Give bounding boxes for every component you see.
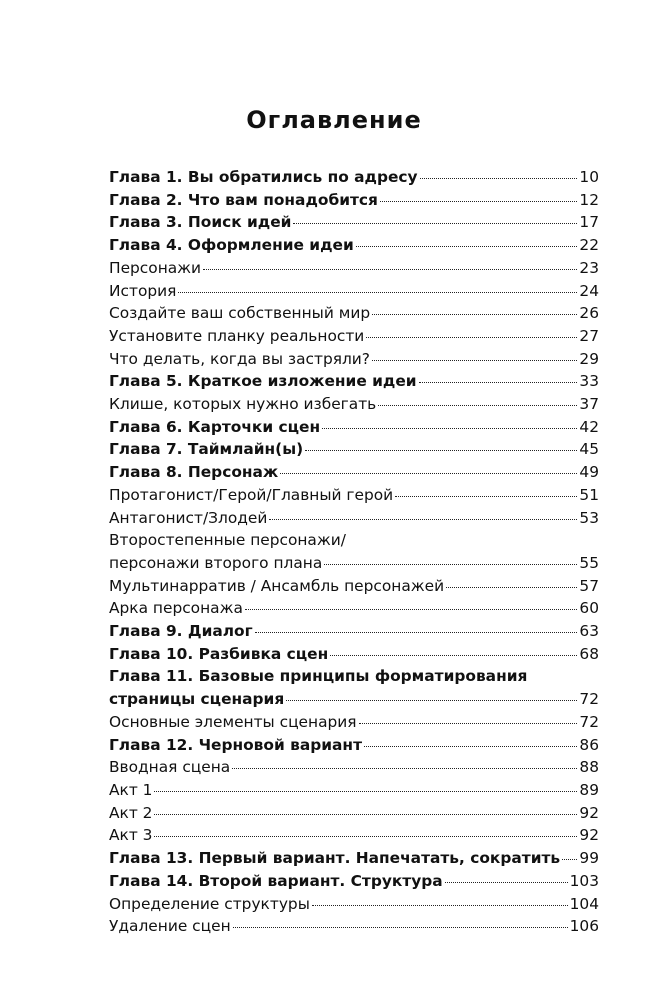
dot-leader — [395, 496, 577, 497]
toc-entry-title: Глава 8. Персонаж — [109, 463, 279, 482]
toc-entry[interactable] — [109, 348, 599, 371]
toc-entry[interactable] — [109, 688, 599, 711]
toc-entry[interactable] — [109, 620, 599, 643]
dot-leader — [280, 473, 577, 474]
toc-entry-page-number: 53 — [579, 508, 599, 527]
toc-entry[interactable] — [109, 166, 599, 189]
toc-entry-title: Установите планку реальности — [109, 326, 365, 345]
toc-entry[interactable] — [109, 325, 599, 348]
toc-entry-page-number: 42 — [579, 417, 599, 436]
toc-entry[interactable] — [109, 756, 599, 779]
toc-entry[interactable] — [109, 484, 599, 507]
toc-entry-title-line1: Глава 11. Базовые принципы форматирования — [109, 667, 528, 686]
toc-entry-line — [109, 529, 599, 552]
toc-entry-title: Удаление сцен — [109, 917, 231, 936]
toc-entry-title: Глава 10. Разбивка сцен — [109, 644, 329, 663]
toc-entry[interactable] — [109, 870, 599, 893]
dot-leader — [286, 700, 577, 701]
dot-leader — [154, 836, 577, 837]
toc-entry-page-number: 57 — [579, 576, 599, 595]
toc-entry[interactable] — [109, 643, 599, 666]
toc-entry-page-number: 86 — [579, 735, 599, 754]
toc-entry-page-number: 26 — [579, 304, 599, 323]
dot-leader — [372, 314, 577, 315]
toc-entry[interactable] — [109, 597, 599, 620]
toc-entry-title: Глава 13. Первый вариант. Напечатать, сократить — [109, 849, 561, 868]
toc-entry[interactable] — [109, 575, 599, 598]
toc-entry-title: Глава 3. Поиск идей — [109, 213, 292, 232]
toc-entry-title: Клише, которых нужно избегать — [109, 395, 377, 414]
toc-entry-title: Создайте ваш собственный мир — [109, 304, 371, 323]
toc-entry[interactable] — [109, 189, 599, 212]
toc-entry-page-number: 72 — [579, 712, 599, 731]
toc-entry-page-number: 92 — [579, 826, 599, 845]
page-title: Оглавление — [246, 106, 422, 134]
toc-entry-page-number: 37 — [579, 395, 599, 414]
toc-entry-page-number: 72 — [579, 690, 599, 709]
toc-entry-title: Вводная сцена — [109, 758, 231, 777]
dot-leader — [305, 450, 577, 451]
toc-entry-title: Глава 5. Краткое изложение идеи — [109, 372, 417, 391]
toc-entry-page-number: 29 — [579, 349, 599, 368]
toc-entry-line — [109, 665, 599, 688]
toc-entry[interactable] — [109, 393, 599, 416]
toc-entry-page-number: 12 — [579, 190, 599, 209]
toc-entry-page-number: 89 — [579, 780, 599, 799]
toc-entry-page-number: 22 — [579, 236, 599, 255]
dot-leader — [359, 723, 578, 724]
toc-entry-page-number: 23 — [579, 258, 599, 277]
toc-entry[interactable] — [109, 234, 599, 257]
dot-leader — [232, 768, 577, 769]
dot-leader — [293, 223, 577, 224]
toc-entry[interactable] — [109, 438, 599, 461]
toc-entry-title: Арка персонажа — [109, 599, 243, 618]
toc-entry-title: Глава 12. Черновой вариант — [109, 735, 362, 754]
toc-entry[interactable] — [109, 847, 599, 870]
toc-entry-page-number: 63 — [579, 622, 599, 641]
toc-entry[interactable] — [109, 824, 599, 847]
toc-entry[interactable] — [109, 461, 599, 484]
toc-entry-page-number: 55 — [579, 553, 599, 572]
toc-entry-page-number: 92 — [579, 803, 599, 822]
dot-leader — [330, 655, 577, 656]
toc-entry-title: Глава 7. Таймлайн(ы) — [109, 440, 304, 459]
dot-leader — [364, 746, 577, 747]
toc-entry[interactable] — [109, 211, 599, 234]
toc-entry[interactable] — [109, 779, 599, 802]
toc-entry-page-number: 104 — [569, 894, 599, 913]
toc-entry-page-number: 51 — [579, 485, 599, 504]
toc-entry-title: Глава 6. Карточки сцен — [109, 417, 321, 436]
table-of-contents — [109, 166, 599, 938]
toc-entry-page-number: 45 — [579, 440, 599, 459]
toc-entry-title-line1: Второстепенные персонажи/ — [109, 531, 346, 550]
toc-entry-page-number: 33 — [579, 372, 599, 391]
toc-entry-title: Основные элементы сценария — [109, 712, 357, 731]
toc-entry-title: Глава 9. Диалог — [109, 622, 253, 641]
toc-entry[interactable] — [109, 302, 599, 325]
toc-entry-title: Акт 2 — [109, 803, 153, 822]
dot-leader — [154, 791, 577, 792]
toc-entry[interactable] — [109, 280, 599, 303]
toc-entry-page-number: 24 — [579, 281, 599, 300]
toc-entry[interactable] — [109, 802, 599, 825]
toc-entry[interactable] — [109, 893, 599, 916]
dot-leader — [446, 587, 577, 588]
toc-entry-title: Глава 4. Оформление идеи — [109, 236, 354, 255]
toc-entry-page-number: 106 — [569, 917, 599, 936]
dot-leader — [203, 269, 577, 270]
toc-entry-page-number: 88 — [579, 758, 599, 777]
dot-leader — [269, 519, 577, 520]
toc-entry[interactable] — [109, 257, 599, 280]
dot-leader — [245, 609, 578, 610]
dot-leader — [380, 201, 578, 202]
toc-entry-title: Акт 1 — [109, 780, 153, 799]
dot-leader — [420, 178, 578, 179]
toc-entry-title: Протагонист/Герой/Главный герой — [109, 485, 394, 504]
dot-leader — [312, 905, 568, 906]
toc-entry-page-number: 103 — [569, 871, 599, 890]
toc-entry-title: Определение структуры — [109, 894, 310, 913]
toc-entry-page-number: 49 — [579, 463, 599, 482]
toc-entry-title: Акт 3 — [109, 826, 153, 845]
toc-entry[interactable] — [109, 416, 599, 439]
toc-entry[interactable] — [109, 711, 599, 734]
toc-entry-title: Глава 1. Вы обратились по адресу — [109, 168, 418, 186]
toc-entry-page-number: 60 — [579, 599, 599, 618]
toc-entry-title: Что делать, когда вы застряли? — [109, 349, 370, 368]
dot-leader — [378, 405, 577, 406]
toc-entry-title: История — [109, 281, 177, 300]
dot-leader — [255, 632, 578, 633]
toc-entry-title: Мультинарратив / Ансамбль персонажей — [109, 576, 445, 595]
toc-entry-title: Антагонист/Злодей — [109, 508, 268, 527]
toc-entry-page-number: 27 — [579, 326, 599, 345]
dot-leader — [372, 360, 577, 361]
toc-entry[interactable] — [109, 552, 599, 575]
toc-entry-title: персонажи второго плана — [109, 553, 323, 572]
dot-leader — [562, 859, 577, 860]
dot-leader — [154, 814, 577, 815]
dot-leader — [445, 882, 568, 883]
dot-leader — [322, 428, 577, 429]
dot-leader — [366, 337, 577, 338]
toc-entry[interactable] — [109, 370, 599, 393]
dot-leader — [419, 382, 578, 383]
toc-entry[interactable] — [109, 915, 599, 938]
toc-entry-page-number: 10 — [579, 168, 599, 186]
toc-entry-page-number: 99 — [579, 849, 599, 868]
toc-entry-page-number: 68 — [579, 644, 599, 663]
toc-entry-title: Глава 14. Второй вариант. Структура — [109, 871, 443, 890]
dot-leader — [178, 292, 577, 293]
toc-entry[interactable] — [109, 507, 599, 530]
dot-leader — [324, 564, 577, 565]
toc-entry[interactable] — [109, 734, 599, 757]
toc-entry-title: Персонажи — [109, 258, 202, 277]
dot-leader — [356, 246, 578, 247]
toc-entry-title: Глава 2. Что вам понадобится — [109, 190, 378, 209]
toc-entry-title: страницы сценария — [109, 690, 285, 709]
toc-entry-page-number: 17 — [579, 213, 599, 232]
dot-leader — [233, 927, 568, 928]
